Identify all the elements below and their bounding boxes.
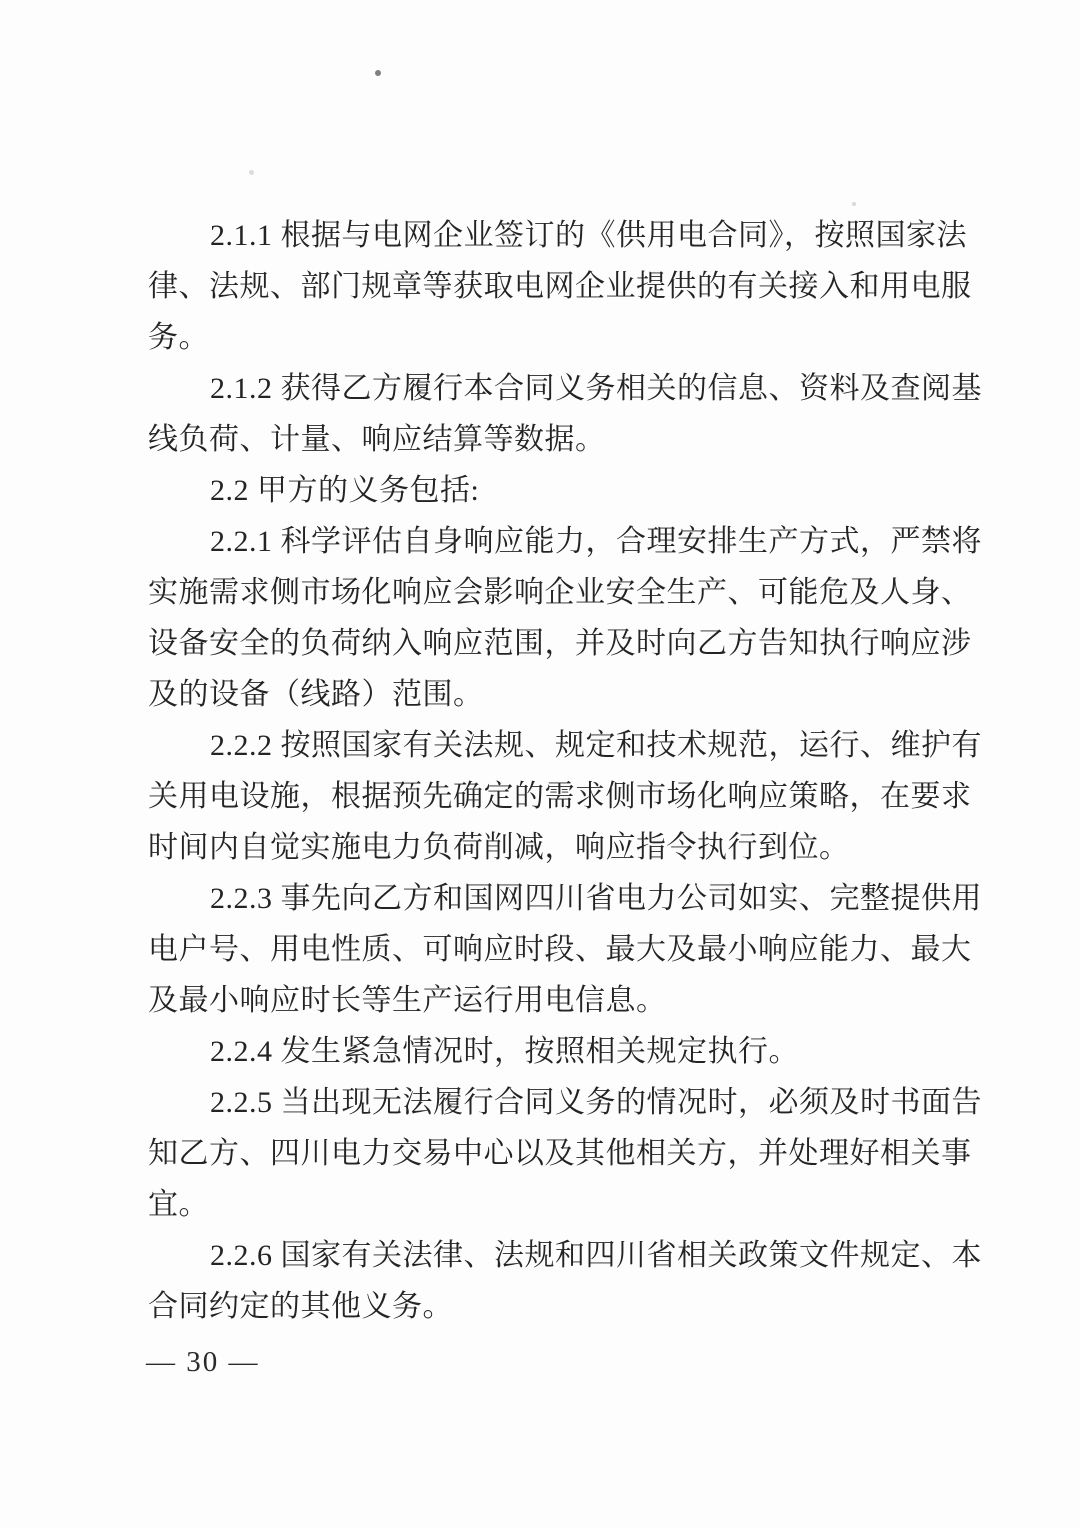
scan-speck (249, 170, 254, 175)
paragraph-2.2.6 (148, 1230, 982, 1332)
text-line: 2.2.5 当出现无法履行合同义务的情况时，必须及时书面告 (210, 1086, 982, 1119)
paragraph-2.2.4 (148, 1026, 962, 1077)
paragraph-2.1.2 (148, 363, 982, 465)
text-line: 务。 (148, 321, 209, 354)
text-line: 2.1.1 根据与电网企业签订的《供用电合同》，按照国家法 (210, 219, 967, 252)
page-footer (146, 1340, 260, 1384)
text-line: 2.1.2 获得乙方履行本合同义务相关的信息、资料及查阅基 (210, 372, 982, 405)
text-line: 实施需求侧市场化响应会影响企业安全生产、可能危及人身、 (148, 576, 972, 609)
paragraph-2.2.1 (148, 516, 982, 720)
text-line: 线负荷、计量、响应结算等数据。 (148, 423, 606, 456)
text-line: 及的设备（线路）范围。 (148, 678, 484, 711)
text-line: 知乙方、四川电力交易中心以及其他相关方，并处理好相关事 (148, 1137, 972, 1170)
document-body (148, 210, 982, 1332)
text-line: 2.2.6 国家有关法律、法规和四川省相关政策文件规定、本 (210, 1239, 982, 1272)
text-line: 设备安全的负荷纳入响应范围，并及时向乙方告知执行响应涉 (148, 627, 972, 660)
paragraph-2.2.5 (148, 1077, 982, 1230)
text-line: 合同约定的其他义务。 (148, 1290, 453, 1323)
text-line: 关用电设施，根据预先确定的需求侧市场化响应策略，在要求 (148, 780, 972, 813)
text-line: 电户号、用电性质、可响应时段、最大及最小响应能力、最大 (148, 933, 972, 966)
text-line: 时间内自觉实施电力负荷削减，响应指令执行到位。 (148, 831, 850, 864)
text-line: 2.2.4 发生紧急情况时，按照相关规定执行。 (210, 1035, 799, 1068)
text-line: 2.2 甲方的义务包括: (210, 474, 480, 507)
text-line: 宜。 (148, 1188, 209, 1221)
paragraph-2.2.3 (148, 873, 982, 1026)
text-line: 及最小响应时长等生产运行用电信息。 (148, 984, 667, 1017)
text-line: 2.2.1 科学评估自身响应能力，合理安排生产方式，严禁将 (210, 525, 982, 558)
paragraph-2.2 (148, 465, 962, 516)
scan-speck (852, 202, 856, 206)
scan-speck (375, 70, 381, 76)
page-number: — 30 — (146, 1346, 260, 1378)
paragraph-2.1.1 (148, 210, 972, 363)
paragraph-2.2.2 (148, 720, 982, 873)
text-line: 2.2.2 按照国家有关法规、规定和技术规范，运行、维护有 (210, 729, 982, 762)
text-line: 2.2.3 事先向乙方和国网四川省电力公司如实、完整提供用 (210, 882, 982, 915)
text-line: 律、法规、部门规章等获取电网企业提供的有关接入和用电服 (148, 270, 972, 303)
